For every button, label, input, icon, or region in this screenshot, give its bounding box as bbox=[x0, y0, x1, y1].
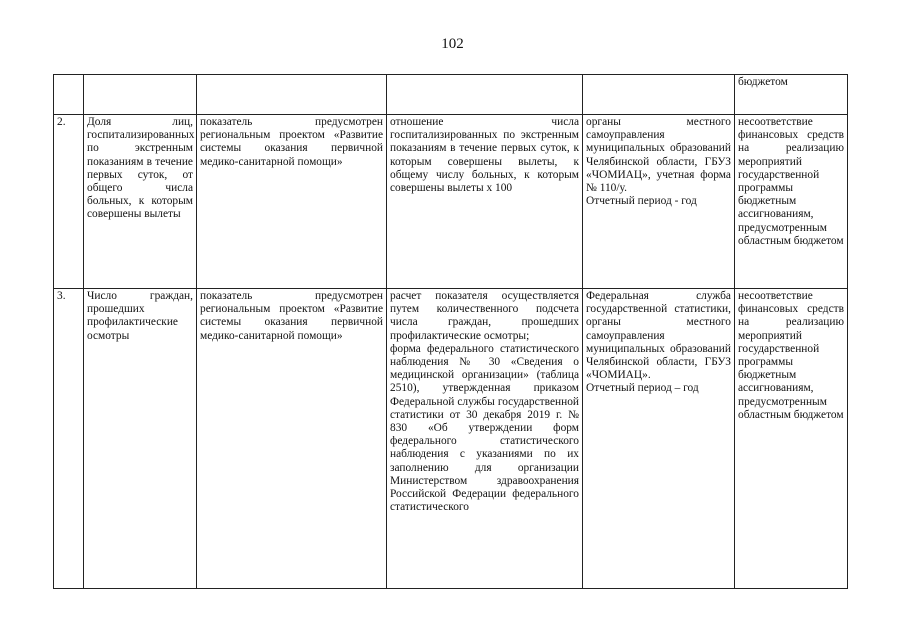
risk-text: бюджетом bbox=[738, 76, 788, 88]
source-text: Федеральная служба государственной статистики, органы местного самоуправления муниципальных образований Челябинской области, ГБУЗ «ЧОМИАЦ». Отчетный период – год bbox=[586, 290, 731, 395]
cell-method bbox=[387, 75, 583, 115]
risk-text: несоответствие финансовых средств на реализацию мероприятий государственной программы бюджетным ассигнованиям, предусмотренным областным бюджетом bbox=[738, 290, 844, 421]
cell-basis bbox=[197, 289, 387, 589]
basis-text: показатель предусмотрен региональным проектом «Развитие системы оказания первичной медико-санитарной помощи» bbox=[200, 116, 383, 168]
cell-indicator bbox=[84, 289, 197, 589]
cell-source bbox=[583, 75, 735, 115]
table-row bbox=[54, 115, 848, 289]
cell-num bbox=[54, 115, 84, 289]
cell-basis bbox=[197, 115, 387, 289]
table-row-continued bbox=[54, 75, 848, 115]
page-number: 102 bbox=[441, 36, 464, 52]
basis-text: показатель предусмотрен региональным проектом «Развитие системы оказания первичной медико-санитарной помощи» bbox=[200, 290, 383, 342]
table-row bbox=[54, 289, 848, 589]
risk-text: несоответствие финансовых средств на реализацию мероприятий государственной программы бюджетным ассигнованиям, предусмотренным областным бюджетом bbox=[738, 116, 844, 247]
indicator-text: Число граждан, прошедших профилактические осмотры bbox=[87, 290, 193, 342]
row-number: 2. bbox=[57, 116, 66, 128]
method-text: расчет показателя осуществляется путем количественного подсчета числа граждан, прошедших профилактические осмотры; форма федерального статистического наблюдения № 30 «Сведения о медицинской организации» (таблица 2510), утвержденная приказом Федеральной службы государственной статистики от 30 декабря 2019 г. № 830 «Об утверждении форм федерального статистического наблюдения с указаниями по их заполнению для организации Министерством здравоохранения Российской Федерации федерального статистического bbox=[390, 290, 579, 514]
cell-indicator bbox=[84, 75, 197, 115]
cell-risk bbox=[735, 115, 848, 289]
source-text: органы местного самоуправления муниципальных образований Челябинской области, ГБУЗ «ЧОМИАЦ», учетная форма № 110/у. Отчетный период - год bbox=[586, 116, 731, 208]
cell-num bbox=[54, 75, 84, 115]
cell-source bbox=[583, 115, 735, 289]
cell-method bbox=[387, 115, 583, 289]
cell-method bbox=[387, 289, 583, 589]
cell-basis bbox=[197, 75, 387, 115]
cell-risk bbox=[735, 289, 848, 589]
indicator-text: Доля лиц, госпитализированных по экстренным показаниям в течение первых суток, от общего числа больных, к которым совершены вылеты bbox=[87, 116, 195, 221]
cell-indicator bbox=[84, 115, 197, 289]
cell-num bbox=[54, 289, 84, 589]
row-number: 3. bbox=[57, 290, 66, 302]
method-text: отношение числа госпитализированных по экстренным показаниям в течение первых суток, к которым совершены вылеты, к общему числу больных, к которым совершены вылеты х 100 bbox=[390, 116, 579, 195]
cell-risk bbox=[735, 75, 848, 115]
cell-source bbox=[583, 289, 735, 589]
indicators-table bbox=[53, 74, 848, 589]
